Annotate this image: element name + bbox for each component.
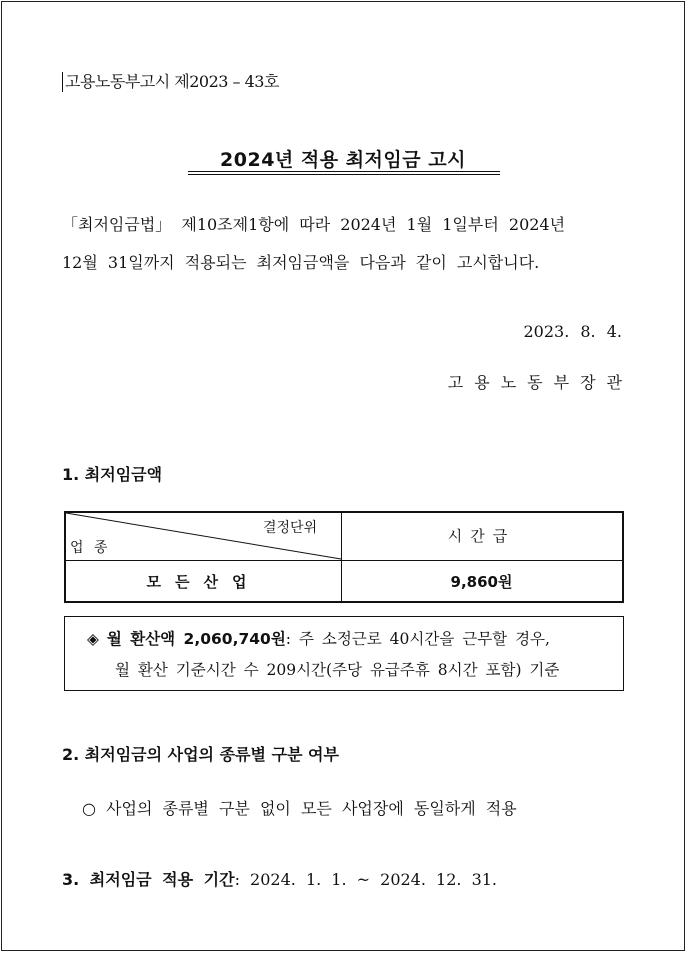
section-3-period: : 2024. 1. 1. ~ 2024. 12. 31. <box>234 870 498 889</box>
table-header-hourly: 시간급 <box>447 527 516 545</box>
table-header-industry: 업 종 <box>70 540 111 556</box>
section-3-heading: 3. 최저임금 적용 기간 <box>62 870 235 889</box>
section-2-heading: 2. 최저임금의 사업의 종류별 구분 여부 <box>62 745 339 764</box>
monthly-line-2: 월 환산 기준시간 수 209시간(주당 유급주휴 8시간 포함) 기준 <box>115 661 560 679</box>
intro-line-2: 12월 31일까지 적용되는 최저임금액을 다음과 같이 고시합니다. <box>62 253 540 272</box>
notice-number: 고용노동부고시 제2023 – 43호 <box>62 72 279 92</box>
title-underline-second <box>188 174 500 175</box>
document-title: 2024년 적용 최저임금 고시 <box>220 149 466 171</box>
diamond-marker-icon: ◈ <box>87 630 99 648</box>
section-2-bullet: ○ 사업의 종류별 구분 없이 모든 사업장에 동일하게 적용 <box>82 799 517 818</box>
intro-line-1: 「최저임금법」 제10조제1항에 따라 2024년 1월 1일부터 2024년 <box>62 215 566 234</box>
notice-date: 2023. 8. 4. <box>523 322 622 341</box>
table-row-divider <box>66 560 622 561</box>
monthly-amount-label: 월 환산액 2,060,740원 <box>106 630 286 648</box>
table-hourly-wage-value: 9,860원 <box>450 573 513 591</box>
table-header-unit: 결정단위 <box>263 520 318 536</box>
minimum-wage-table <box>64 511 624 603</box>
issuer: 고용노동부장관 <box>447 373 633 392</box>
section-3-line <box>62 867 497 890</box>
section-1-heading: 1. 최저임금액 <box>62 465 163 484</box>
monthly-line-1 <box>87 627 550 649</box>
table-row-all-industries: 모든산업 <box>146 573 261 591</box>
monthly-condition: : 주 소정근로 40시간을 근무할 경우, <box>285 630 550 648</box>
document-page <box>1 1 685 951</box>
title-underline <box>188 171 500 172</box>
monthly-equivalent-box <box>64 616 624 691</box>
